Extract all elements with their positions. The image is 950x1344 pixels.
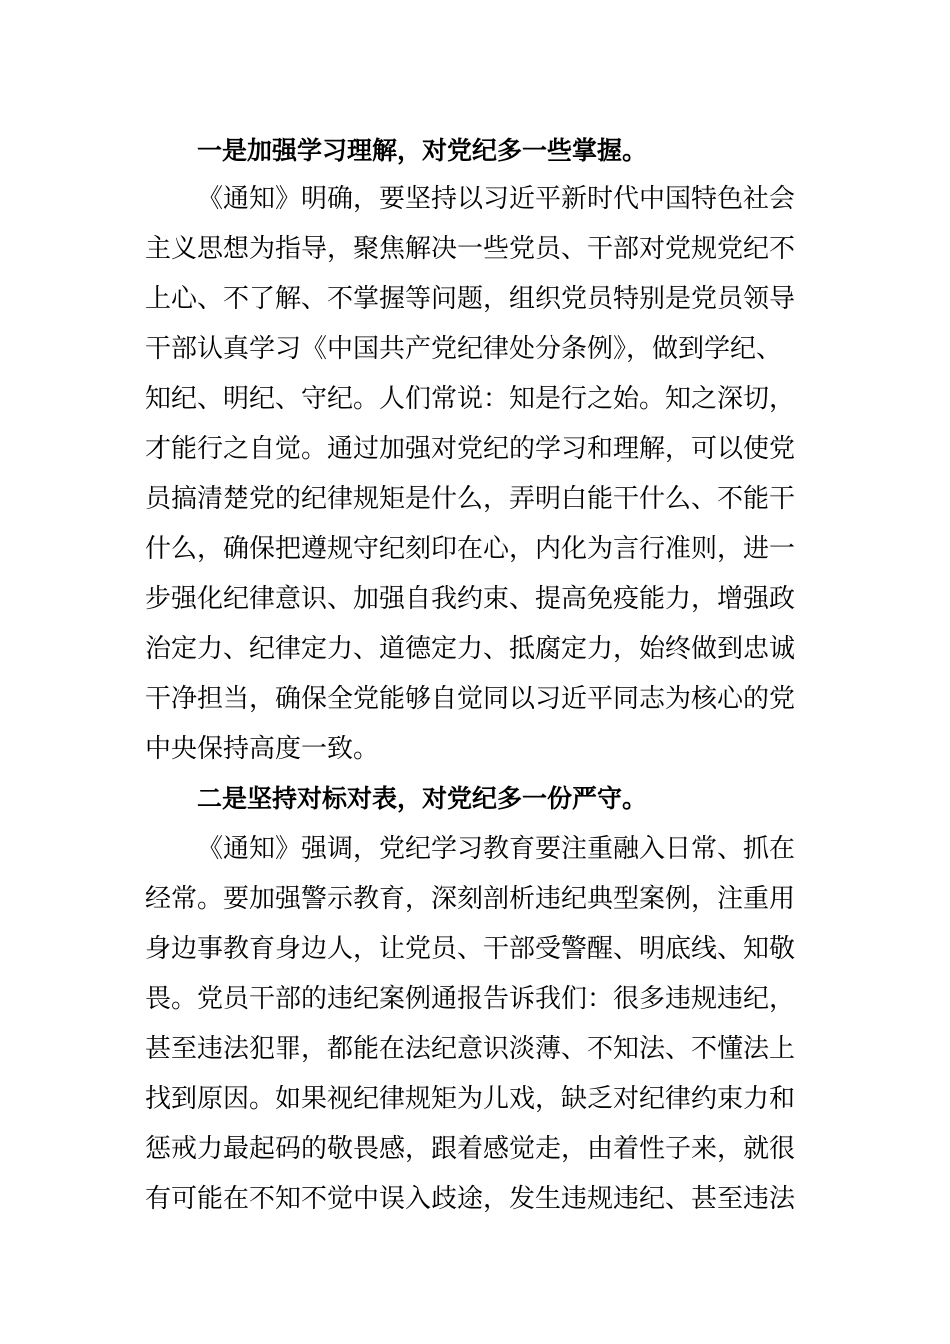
section-1-heading: 一是加强学习理解，对党纪多一些掌握。 (197, 136, 648, 165)
paragraph-line: 《通知》强调，党纪学习教育要注重融入日常、抓在 (197, 834, 796, 864)
paragraph-line: 员搞清楚党的纪律规矩是什么，弄明白能干什么、不能干 (145, 484, 796, 514)
paragraph-line: 《通知》明确，要坚持以习近平新时代中国特色社会 (197, 184, 796, 214)
paragraph-line: 上心、不了解、不掌握等问题，组织党员特别是党员领导 (145, 284, 796, 314)
paragraph-line: 知纪、明纪、守纪。人们常说：知是行之始。知之深切， (145, 384, 796, 414)
paragraph-line: 什么，确保把遵规守纪刻印在心，内化为言行准则，进一 (145, 534, 796, 564)
paragraph-line: 主义思想为指导，聚焦解决一些党员、干部对党规党纪不 (145, 234, 796, 264)
paragraph-line: 干净担当，确保全党能够自觉同以习近平同志为核心的党 (145, 684, 796, 714)
paragraph-line: 畏。党员干部的违纪案例通报告诉我们：很多违规违纪， (145, 984, 796, 1014)
paragraph-line: 经常。要加强警示教育，深刻剖析违纪典型案例，注重用 (145, 884, 796, 914)
paragraph-line: 身边事教育身边人，让党员、干部受警醒、明底线、知敬 (145, 934, 796, 964)
paragraph-line: 惩戒力最起码的敬畏感，跟着感觉走，由着性子来，就很 (145, 1134, 796, 1164)
paragraph-line: 中央保持高度一致。 (145, 734, 380, 764)
section-2-heading: 二是坚持对标对表，对党纪多一份严守。 (197, 784, 648, 813)
paragraph-line: 有可能在不知不觉中误入歧途，发生违规违纪、甚至违法 (145, 1184, 796, 1214)
paragraph-line: 甚至违法犯罪，都能在法纪意识淡薄、不知法、不懂法上 (145, 1034, 796, 1064)
paragraph-line: 找到原因。如果视纪律规矩为儿戏，缺乏对纪律约束力和 (145, 1084, 796, 1114)
paragraph-line: 才能行之自觉。通过加强对党纪的学习和理解，可以使党 (145, 434, 796, 464)
paragraph-line: 步强化纪律意识、加强自我约束、提高免疫能力，增强政 (145, 584, 796, 614)
paragraph-line: 治定力、纪律定力、道德定力、抵腐定力，始终做到忠诚 (145, 634, 796, 664)
paragraph-line: 干部认真学习《中国共产党纪律处分条例》，做到学纪、 (145, 334, 783, 364)
